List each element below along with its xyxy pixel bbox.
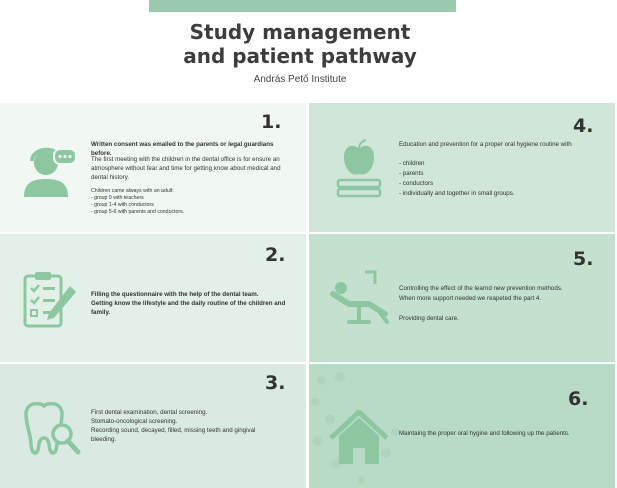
step-text: Written consent was emailed to the parents or legal guardians before. [91, 141, 274, 157]
decor-dot [311, 398, 319, 406]
decor-dot [391, 428, 399, 436]
step-text: - group 0 with teachers [91, 195, 144, 201]
page-subtitle: András Pető Institute [253, 74, 347, 85]
title-line-2: and patient pathway [183, 44, 417, 68]
step-number: 5. [573, 248, 594, 270]
step-text: Recording sound, decayed, filled, missing teeth and gingival bleeding. [91, 427, 256, 443]
step-text: Children came always with an adult: [91, 188, 174, 194]
step-panel-3 [0, 364, 306, 488]
step-panel-6 [309, 364, 615, 488]
step-number: 1. [261, 111, 282, 133]
decor-dot [317, 376, 326, 385]
step-text: The first meeting with the children in the dental office is for ensure an atmosphere without fear and time for getting know about medical and dental history. [91, 156, 281, 181]
step-number: 3. [265, 372, 286, 394]
title-line-1: Study management [189, 20, 411, 44]
step-text: Stomato-oncological screening. [91, 418, 178, 425]
step-text: - parents [399, 170, 424, 177]
step-text: First dental examination, dental screening. [91, 409, 208, 416]
step-text: - conductors [399, 180, 434, 187]
step-text: - group 5-6 with parents and conductors. [91, 209, 185, 215]
step-number: 4. [573, 115, 594, 137]
step-text: Controlling the effect of the learnd new prevention methods. [399, 285, 563, 292]
step-text: Providing dental care. [399, 315, 459, 322]
step-number: 6. [568, 388, 589, 410]
tooth-magnifier-icon [20, 400, 82, 462]
step-text: Education and prevention for a proper oral hygiene routine with [399, 141, 572, 148]
step-text: Maintaing the proper oral hygine and following up the patients. [399, 430, 570, 437]
step-panel-1 [0, 103, 306, 232]
decor-dot [335, 372, 345, 382]
house-icon [329, 410, 389, 466]
dental-chair-icon [329, 270, 391, 328]
step-text: Getting know the lifestyle and the daily routine of the children and family. [91, 300, 286, 316]
step-number: 2. [265, 244, 286, 266]
step-panel-5 [309, 234, 615, 362]
apple-books-icon [336, 137, 382, 199]
clipboard-checklist-icon [22, 270, 78, 330]
step-text: Filling the questionnaire with the help of the dental team. [91, 291, 259, 298]
step-text: - children [399, 160, 425, 167]
step-text: - group 1-4 with conductors [91, 202, 154, 208]
step-panel-4 [309, 103, 615, 232]
step-panel-2 [0, 234, 306, 362]
decor-dot [357, 476, 365, 484]
step-text: When more support needed we reapeted the part 4. [399, 295, 542, 302]
decor-dot [313, 436, 323, 446]
top-accent-bar [149, 0, 456, 12]
doctor-speech-icon [20, 139, 80, 199]
page-title [0, 20, 600, 68]
step-text: - individually and together in small groups. [399, 190, 515, 197]
